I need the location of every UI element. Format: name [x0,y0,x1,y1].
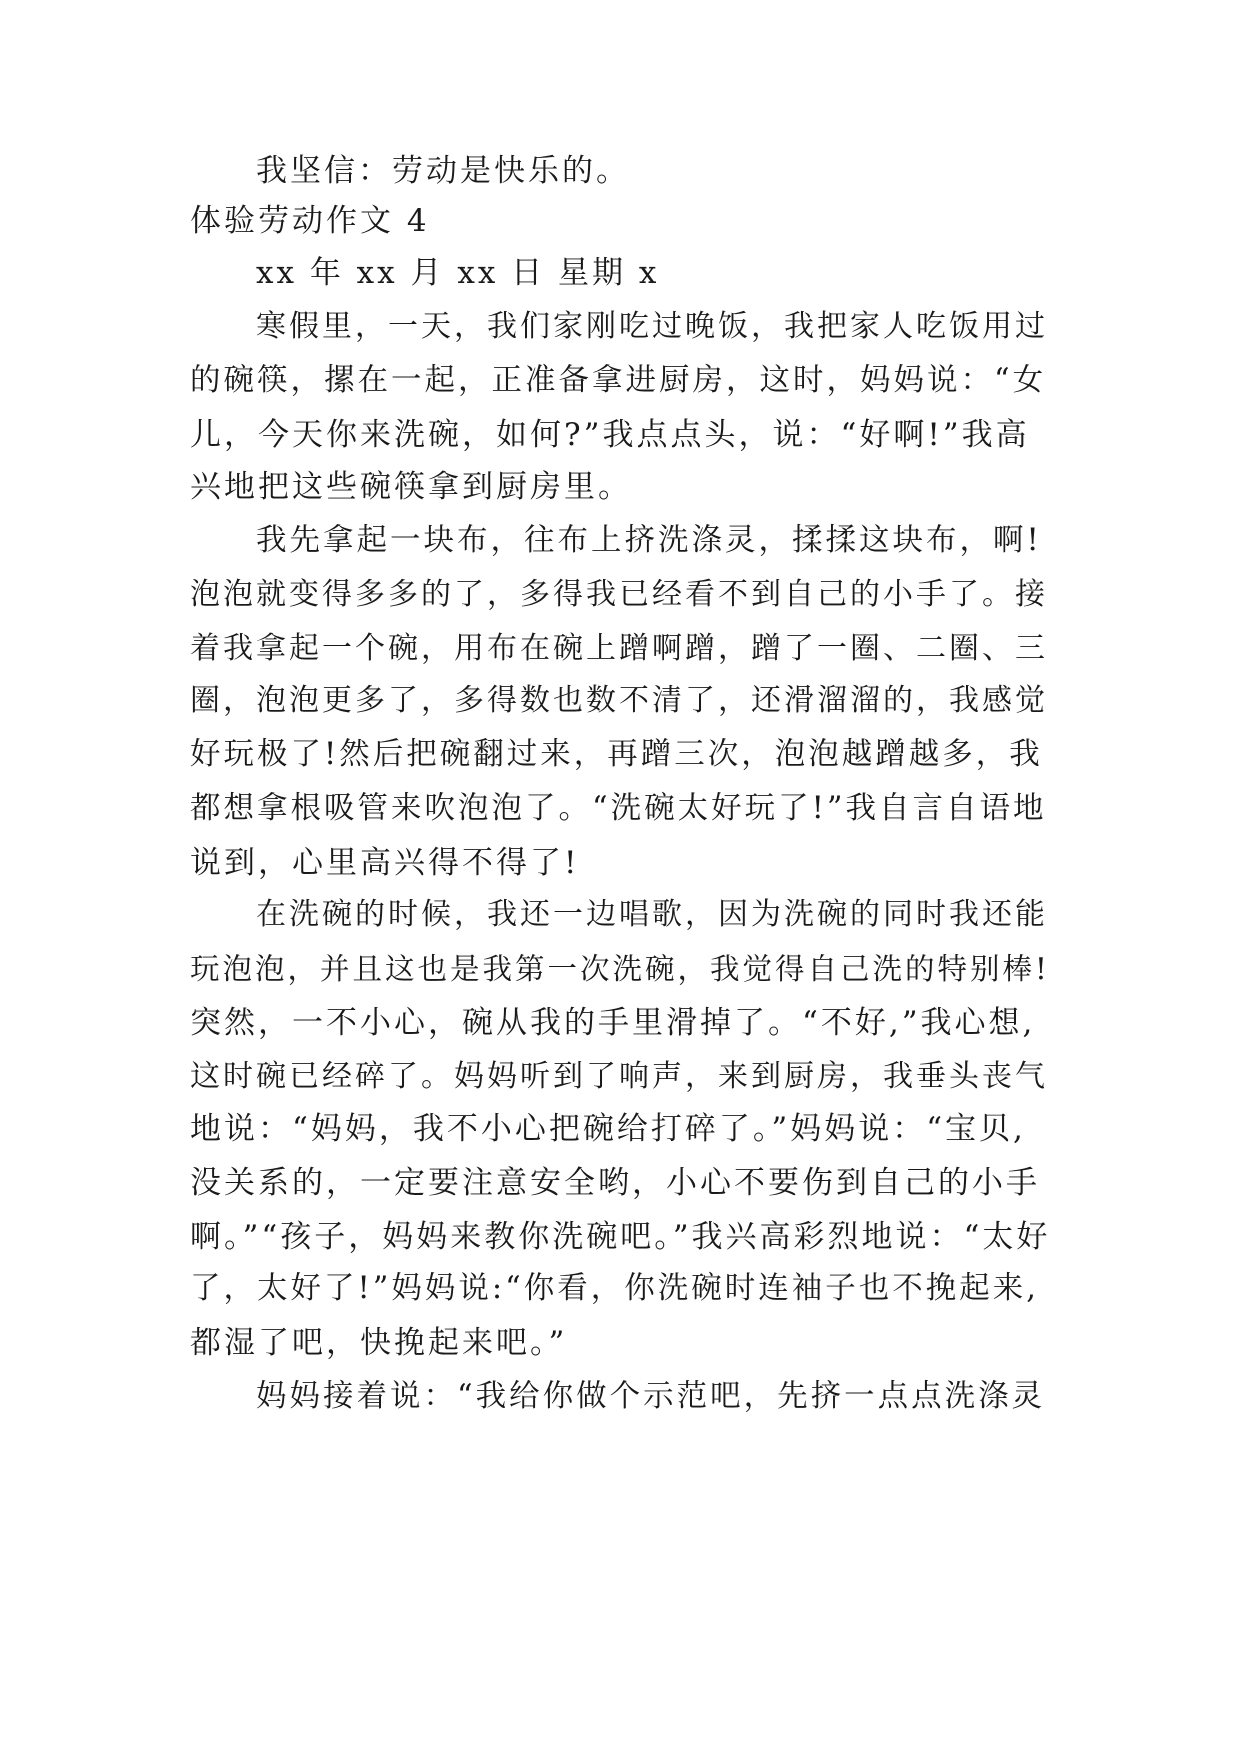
paragraph-line: 我先拿起一块布，往布上挤洗涤灵，揉揉这块布，啊! [256,523,1042,558]
paragraph-line: 了，太好了!”妈妈说:“你看，你洗碗时连袖子也不挽起来, [190,1271,1039,1306]
paragraph-line: 没关系的，一定要注意安全哟，小心不要伤到自己的小手 [190,1165,1040,1201]
paragraph-line: 泡泡就变得多多的了，多得我已经看不到自己的小手了。接 [190,577,1048,612]
paragraph-line: 都想拿根吸管来吹泡泡了。“洗碗太好玩了!”我自言自语地 [190,791,1047,826]
paragraph-line: 啊。”“孩子，妈妈来教你洗碗吧。”我兴高彩烈地说：“太好 [190,1219,1051,1255]
paragraph-line: 在洗碗的时候，我还一边唱歌，因为洗碗的同时我还能 [256,897,1048,932]
paragraph-line: 寒假里，一天，我们家刚吃过晚饭，我把家人吃饭用过 [256,309,1048,344]
paragraph-line: 着我拿起一个碗，用布在碗上蹭啊蹭，蹭了一圈、二圈、三 [190,631,1048,666]
paragraph-line: 突然，一不小心，碗从我的手里滑掉了。“不好,”我心想, [190,1005,1036,1041]
paragraph-line: 玩泡泡，并且这也是我第一次洗碗，我觉得自己洗的特别棒! [190,952,1050,986]
paragraph-line: 妈妈接着说：“我给你做个示范吧，先挤一点点洗涤灵 [256,1379,1046,1414]
paragraph-line: 好玩极了!然后把碗翻过来，再蹭三次，泡泡越蹭越多，我 [190,737,1043,772]
date-line: xx 年 xx 月 xx 日 星期 x [256,255,660,291]
paragraph-line: 的碗筷，摞在一起，正准备拿进厨房，这时，妈妈说：“女 [190,363,1047,398]
paragraph-line: 圈，泡泡更多了，多得数也数不清了，还滑溜溜的，我感觉 [190,683,1048,718]
paragraph-line: 都湿了吧，快挽起来吧。” [190,1325,568,1361]
essay-title: 体验劳动作文 4 [190,203,430,239]
closing-sentence: 我坚信：劳动是快乐的。 [256,153,630,189]
paragraph-line: 地说：“妈妈，我不小心把碗给打碎了。”妈妈说：“宝贝, [190,1111,1026,1147]
paragraph-line: 这时碗已经碎了。妈妈听到了响声，来到厨房，我垂头丧气 [190,1059,1048,1094]
paragraph-line: 说到，心里高兴得不得了! [190,845,580,881]
paragraph-line: 儿，今天你来洗碗，如何?”我点点头，说：“好啊!”我高 [190,417,1030,453]
paragraph-line: 兴地把这些碗筷拿到厨房里。 [190,469,632,505]
